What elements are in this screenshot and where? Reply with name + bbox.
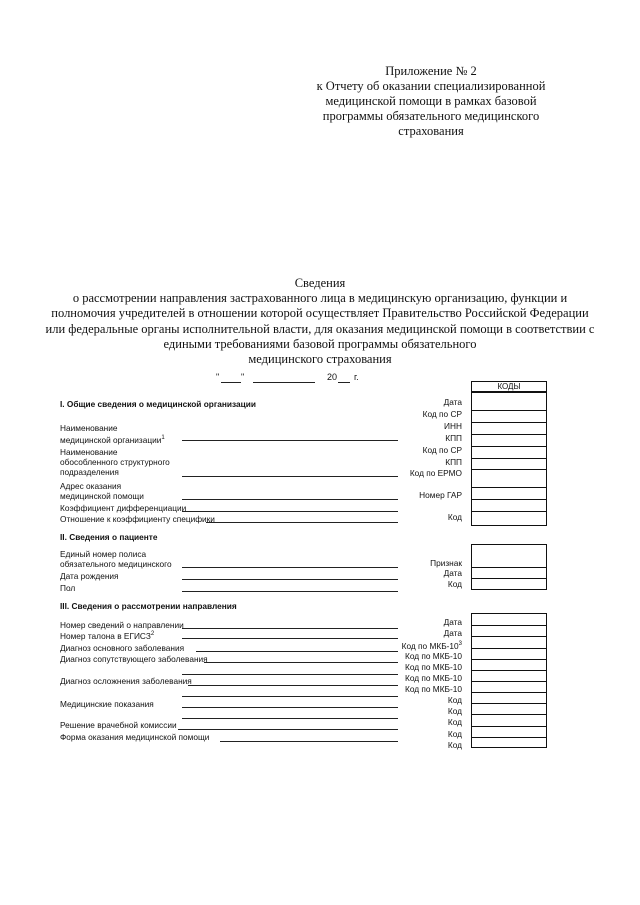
date-quote-open: " [216,372,220,382]
code-label: Код по МКБ-10 [404,662,462,672]
code-label: Код по МКБ-10 [404,673,462,683]
code-label: Код [447,695,462,705]
care-form-label: Форма оказания медицинской помощи [60,732,210,742]
code-row-divider [472,469,546,470]
document-title [40,276,600,367]
title-line: или федеральные органы исполнительной власти, для оказания медицинской помощи в соответствии с [45,321,595,336]
label-line: подразделения [60,467,119,477]
code-row-divider [472,410,546,411]
title-heading: Сведения [294,276,346,290]
title-line: медицинского страхования [248,352,392,367]
code-label: Дата [443,617,462,627]
appendix-line: страхования [398,124,464,138]
code-row-divider [472,625,546,626]
label-text: Номер талона в ЕГИСЗ [60,630,151,641]
code-label: Код по ЕРМО [409,468,462,478]
code-row-divider [472,458,546,459]
coef-diff-label: Коэффициент дифференциации [60,503,187,513]
code-label: Код [447,729,462,739]
codes-header: КОДЫ [471,381,547,392]
section3-codes-box[interactable] [471,613,547,748]
label-line: Единый номер полиса [60,549,147,559]
appendix-line: медицинской помощи в рамках базовой [325,94,537,108]
title-line: едиными требованиями базовой программы обязательного [163,336,477,351]
code-label [342,639,462,651]
section1-codes-box[interactable] [471,392,547,526]
sex-label: Пол [60,583,76,593]
date-year-prefix: 20 [327,372,338,382]
appendix-line: программы обязательного медицинского [322,109,540,123]
code-row-divider [472,446,546,447]
label-text: Код по МКБ-10 [401,640,459,651]
code-row-divider [472,487,546,488]
code-row-divider [472,670,546,671]
code-row-divider [472,636,546,637]
code-label: Код [447,579,462,589]
code-label: Дата [443,628,462,638]
indications-label: Медицинские показания [60,699,154,709]
egisz-number-label [60,629,154,641]
date-suffix: г. [354,372,359,382]
subdivision-label [60,447,170,477]
footnote-mark: 3 [458,641,462,647]
code-row-divider [472,703,546,704]
sex-field[interactable] [182,591,398,592]
label-line: Адрес оказания [60,481,122,491]
policy-label [60,549,172,569]
code-label: Код [447,740,462,750]
code-row-divider [472,567,546,568]
code-row-divider [472,714,546,715]
code-label: Код [447,717,462,727]
address-label [60,481,144,501]
date-day-line [221,382,241,383]
code-label: Дата [443,568,462,578]
code-row-divider [472,578,546,579]
coef-rel-label: Отношение к коэффициенту специфики [60,514,215,524]
code-label: Признак [430,558,462,568]
complication-diag-label: Диагноз осложнения заболевания [60,676,192,686]
section1-title: I. Общие сведения о медицинской организации [60,399,256,409]
code-row-divider [472,681,546,682]
code-label: КПП [445,433,462,443]
label-line: Наименование [60,447,118,457]
code-label: Код [447,512,462,522]
code-row-divider [472,692,546,693]
code-row-divider [472,726,546,727]
section3-title: III. Сведения о рассмотрении направления [60,601,237,611]
label-line: обязательного медицинского [60,559,172,569]
code-label: ИНН [444,421,462,431]
main-diag-label: Диагноз основного заболевания [60,643,185,653]
org-name-label [60,423,165,445]
code-row-divider [472,422,546,423]
commission-label: Решение врачебной комиссии [60,720,177,730]
code-row-divider [472,659,546,660]
code-row-divider [472,737,546,738]
code-label: Номер ГАР [419,490,462,500]
code-row-divider [472,499,546,500]
footnote-mark: 1 [161,435,165,441]
code-label: Код по СР [422,409,462,419]
section2-title: II. Сведения о пациенте [60,532,158,542]
code-label: Код по СР [422,445,462,455]
code-row-divider [472,434,546,435]
code-row-divider [472,511,546,512]
label-line: Наименование [60,423,118,433]
label-line: медицинской помощи [60,491,144,501]
date-month-line [253,382,315,383]
code-label: КПП [445,457,462,467]
date-quote-close: " [241,372,245,382]
title-line: о рассмотрении направления застрахованного лица в медицинскую организацию, функции и [72,291,568,306]
appendix-line: к Отчету об оказании специализированной [316,79,546,93]
code-label: Дата [443,397,462,407]
code-label: Код по МКБ-10 [404,651,462,661]
section2-codes-box[interactable] [471,544,547,590]
ref-number-label: Номер сведений о направлении [60,620,184,630]
birth-label: Дата рождения [60,571,119,581]
footnote-mark: 2 [150,631,155,637]
appendix-block [300,64,562,139]
label-line: обособленного структурного [60,457,170,467]
concomitant-diag-label: Диагноз сопутствующего заболевания [60,654,208,664]
code-row-divider [472,648,546,649]
title-line: полномочия учредителей в отношении которой осуществляет Правительство Российской Федерации [51,306,589,321]
label-text: медицинской организации [60,434,162,445]
date-year-line [338,382,350,383]
code-label: Код [447,706,462,716]
appendix-line: Приложение № 2 [385,64,477,78]
coef-rel-field[interactable] [206,522,398,523]
code-label: Код по МКБ-10 [404,684,462,694]
label-line [60,433,165,445]
